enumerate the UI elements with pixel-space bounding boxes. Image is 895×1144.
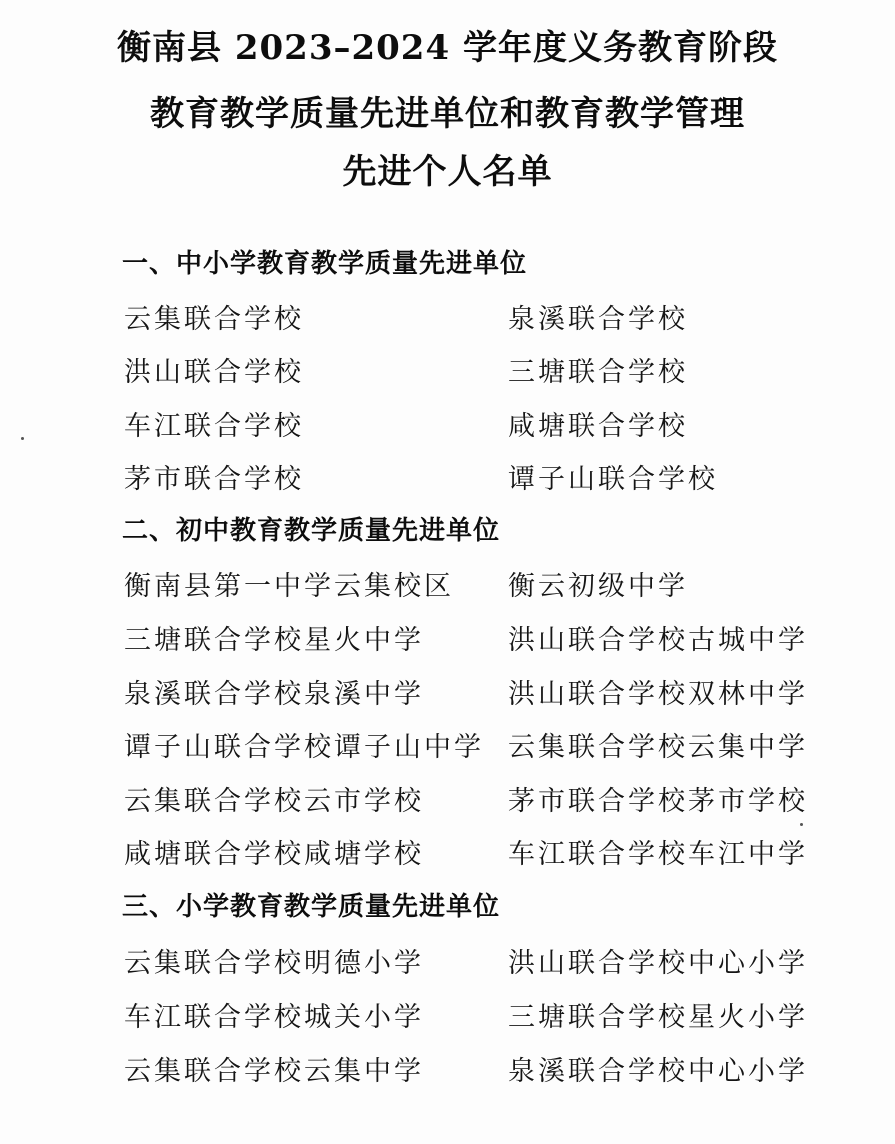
document-title-line-1: 衡南县 2023–2024 学年度义务教育阶段 bbox=[117, 28, 778, 68]
list-item: 泉溪联合学校中心小学 bbox=[508, 1056, 808, 1087]
list-item: 车江联合学校城关小学 bbox=[124, 1002, 424, 1033]
list-item: 三塘联合学校星火中学 bbox=[124, 625, 424, 656]
list-item: 三塘联合学校星火小学 bbox=[508, 1002, 808, 1033]
list-item: 云集联合学校云市学校 bbox=[124, 786, 424, 817]
list-item: 车江联合学校车江中学 bbox=[508, 839, 808, 870]
section-heading-1: 一、中小学教育教学质量先进单位 bbox=[122, 249, 528, 279]
list-item: 洪山联合学校 bbox=[124, 357, 304, 388]
document-title-line-2: 教育教学质量先进单位和教育教学管理 bbox=[150, 94, 745, 134]
scan-speck bbox=[21, 437, 24, 440]
list-item: 洪山联合学校双林中学 bbox=[508, 679, 808, 710]
list-item: 茅市联合学校茅市学校 bbox=[508, 786, 808, 817]
list-item: 云集联合学校 bbox=[124, 304, 304, 335]
list-item: 三塘联合学校 bbox=[508, 357, 688, 388]
list-item: 云集联合学校云集中学 bbox=[508, 732, 808, 763]
list-item: 茅市联合学校 bbox=[124, 464, 304, 495]
list-item: 云集联合学校云集中学 bbox=[124, 1056, 424, 1087]
section-heading-3: 三、小学教育教学质量先进单位 bbox=[122, 892, 501, 922]
list-item: 云集联合学校明德小学 bbox=[124, 948, 424, 979]
list-item: 车江联合学校 bbox=[124, 411, 304, 442]
list-item: 咸塘联合学校 bbox=[508, 411, 688, 442]
list-item: 谭子山联合学校谭子山中学 bbox=[124, 732, 484, 763]
list-item: 衡云初级中学 bbox=[508, 571, 688, 602]
list-item: 洪山联合学校中心小学 bbox=[508, 948, 808, 979]
list-item: 泉溪联合学校 bbox=[508, 304, 688, 335]
list-item: 洪山联合学校古城中学 bbox=[508, 625, 808, 656]
list-item: 咸塘联合学校咸塘学校 bbox=[124, 839, 424, 870]
section-heading-2: 二、初中教育教学质量先进单位 bbox=[122, 516, 501, 546]
list-item: 衡南县第一中学云集校区 bbox=[124, 571, 454, 602]
list-item: 泉溪联合学校泉溪中学 bbox=[124, 679, 424, 710]
document-title-line-3: 先进个人名单 bbox=[342, 152, 553, 192]
list-item: 谭子山联合学校 bbox=[508, 464, 718, 495]
scan-speck bbox=[800, 823, 803, 826]
